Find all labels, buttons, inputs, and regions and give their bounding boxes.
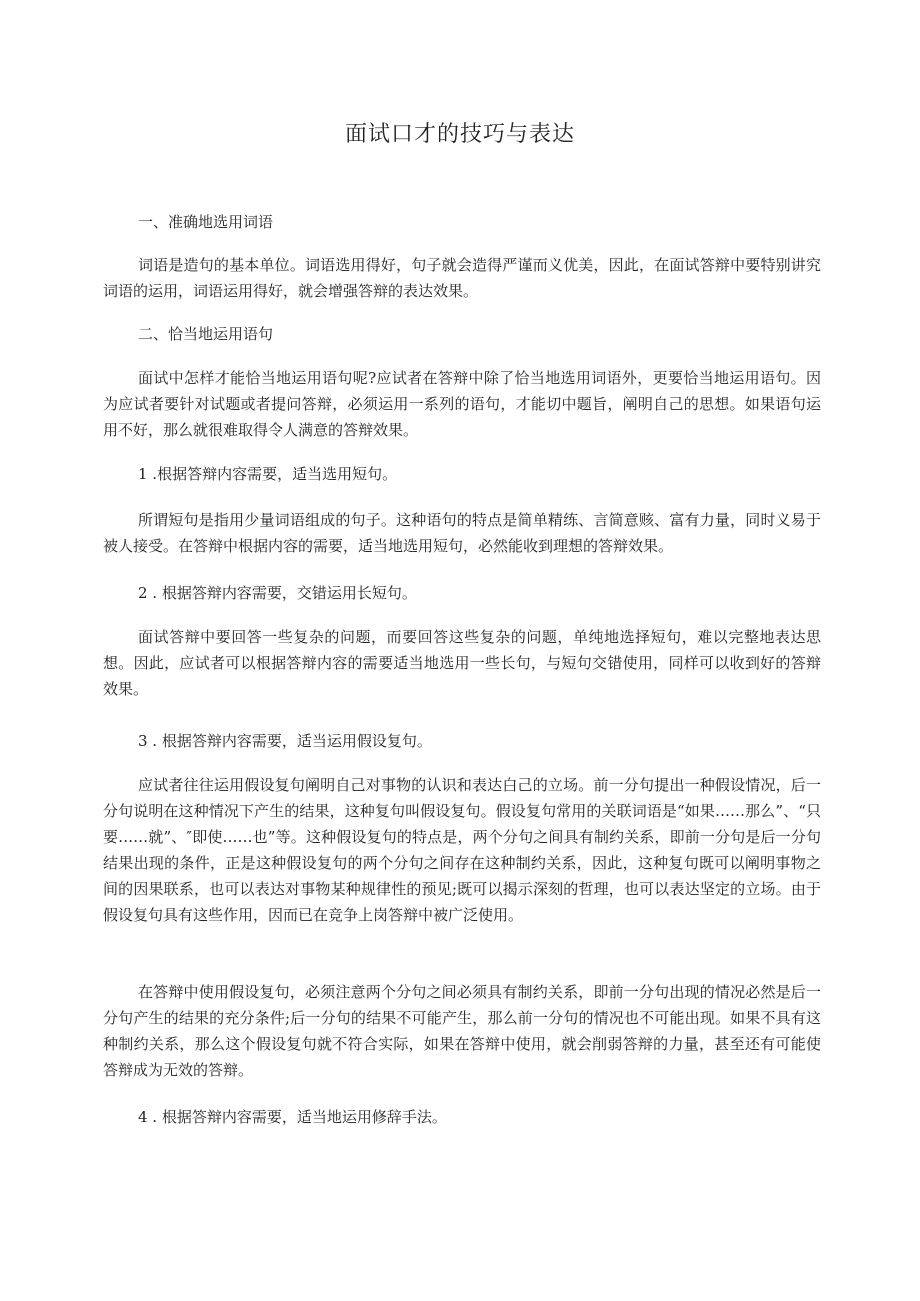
paragraph-long-short-sentences: 面试答辩中要回答一些复杂的问题，而要回答这些复杂的问题，单纯地选择短句，难以完整地表达思想。因此，应试者可以根据答辩内容的需要适当地选用一些长句，与短句交错使用，同样可以收到好的答辩效果。 bbox=[103, 628, 821, 698]
paragraph-sentence-use: 面试中怎样才能恰当地运用语句呢?应试者在答辩中除了恰当地选用词语外，更要恰当地运用语句。因为应试者要针对试题或者提问答辩，必须运用一系列的语句，才能切中题旨，阐明自己的思想。如果语句运用不好，那么就很难取得令人满意的答辩效果。 bbox=[103, 369, 821, 439]
paragraph-hypothetical-sentences: 应试者往往运用假设复句阐明自己对事物的认识和表达白己的立场。前一分句提出一种假设情况，后一分句说明在这种情况下产生的结果，这种复句叫假设复句。假设复句常用的关联词语是“如果……那么”、“只要……就”、″即使……也”等。这种假设复句的特点是，两个分句之间具有制约关系，即前一分句是后一分句结果出现的条件，正是这种假设复句的两个分句之间存在这种制约关系，因此，这种复句既可以阐明事物之间的因果联系，也可以表达对事物某种规律性的预见;既可以揭示深刻的哲理，也可以表达坚定的立场。由于假设复句具有这些作用，因而已在竞争上岗答辩中被广泛使用。 bbox=[103, 776, 821, 924]
paragraph-word-choice: 词语是造句的基本单位。词语选用得好，句子就会造得严谨而义优美，因此，在面试答辩中要特别讲究词语的运用，词语运用得好，就会增强答辩的表达效果。 bbox=[103, 256, 821, 300]
subheading-long-short-sentences: 2 . 根据答辩内容需要，交错运用长短句。 bbox=[138, 584, 417, 602]
page-title: 面试口才的技巧与表达 bbox=[344, 122, 575, 147]
section-heading-word-choice: 一、准确地选用词语 bbox=[138, 213, 274, 231]
section-heading-sentence-use: 二、恰当地运用语句 bbox=[138, 325, 274, 343]
paragraph-short-sentences: 所谓短句是指用少量词语组成的句子。这种语句的特点是简单精练、言简意赅、富有力量，同时义易于被人接受。在答辩中根据内容的需要，适当地选用短句，必然能收到理想的答辩效果。 bbox=[103, 511, 821, 555]
paragraph-hypothetical-usage: 在答辩中使用假设复句，必须注意两个分句之间必须具有制约关系，即前一分句出现的情况必然是后一分句产生的结果的充分条件;后一分句的结果不可能产生，那么前一分句的情况也不可能出现。如果不具有这种制约关系，那么这个假设复句就不符合实际，如果在答辩中使用，就会削弱答辩的力量，甚至还有可能使答辩成为无效的答辩。 bbox=[103, 983, 821, 1079]
subheading-rhetoric: 4 . 根据答辩内容需要，适当地运用修辞手法。 bbox=[138, 1108, 447, 1126]
subheading-short-sentences: 1 .根据答辩内容需要，适当选用短句。 bbox=[138, 465, 398, 483]
subheading-hypothetical-sentences: 3 . 根据答辩内容需要，适当运用假设复句。 bbox=[138, 732, 432, 750]
